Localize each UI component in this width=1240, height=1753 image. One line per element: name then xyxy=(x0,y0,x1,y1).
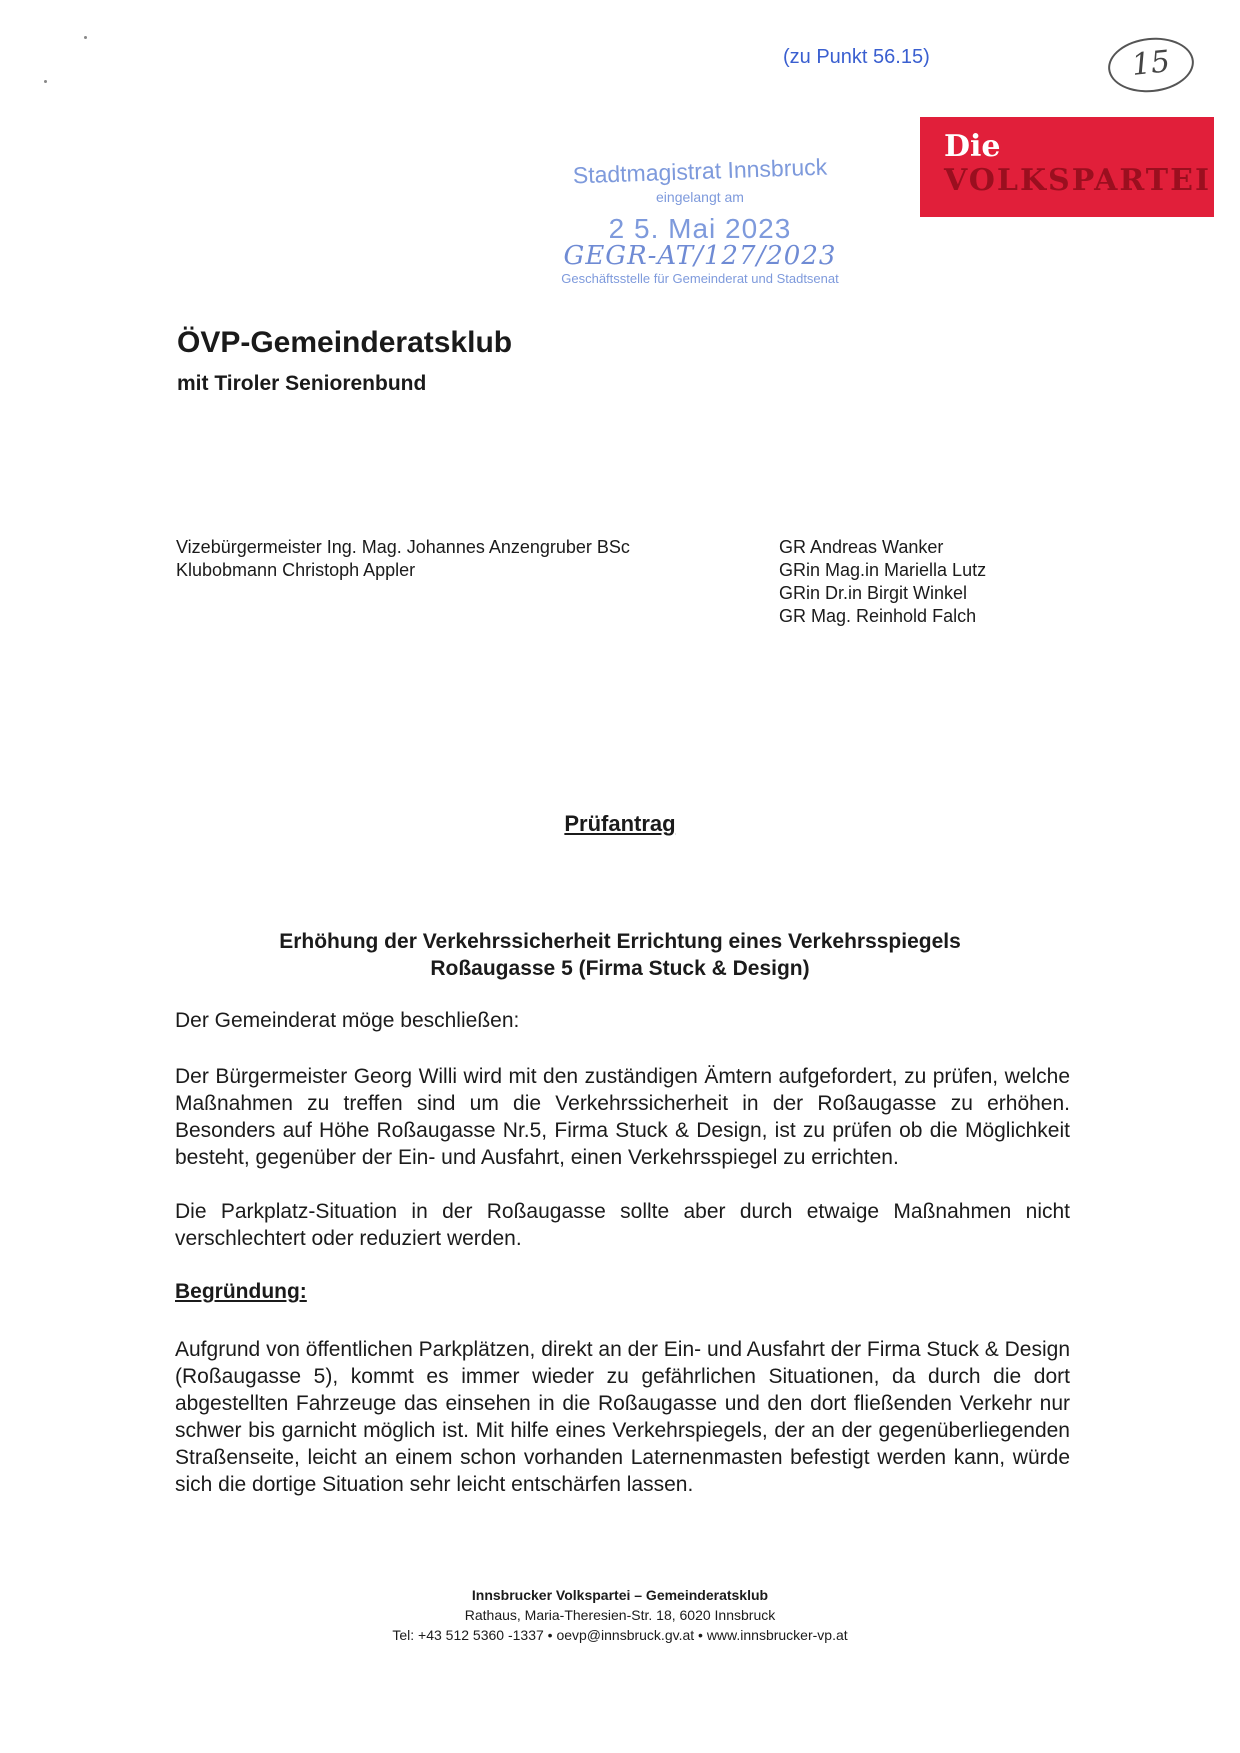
logo-line-2: VOLKSPARTEI xyxy=(944,163,1211,198)
receipt-stamp xyxy=(540,153,860,286)
stamp-reference: GEGR-AT/127/2023 xyxy=(563,241,837,271)
justification-heading: Begründung: xyxy=(175,1280,307,1303)
footer-address: Rathaus, Maria-Theresien-Str. 18, 6020 Innsbruck xyxy=(464,1607,776,1623)
signer: GR Andreas Wanker xyxy=(779,537,944,557)
stamp-date: 2 5. Mai 2023 xyxy=(608,213,792,244)
stamp-authority: Stadtmagistrat Innsbruck xyxy=(572,153,828,189)
logo-line-1: Die xyxy=(944,129,1001,164)
subject-line-2: Roßaugasse 5 (Firma Stuck & Design) xyxy=(430,957,810,980)
party-logo xyxy=(920,117,1214,217)
page-footer xyxy=(0,1585,1240,1645)
signer: GRin Mag.in Mariella Lutz xyxy=(779,560,987,580)
club-subtitle: mit Tiroler Seniorenbund xyxy=(177,372,427,395)
club-title: ÖVP-Gemeinderatsklub xyxy=(177,326,513,359)
motion-paragraph-1: Der Bürgermeister Georg Willi wird mit den zuständigen Ämtern aufgefordert, zu prüfen, welche Maßnahmen zu treffen sind um die Verkehrssicherheit in der Roßaugasse zu erhöhen. Besonders auf Höhe Roßaugasse Nr.5, Firma Stuck & Design, ist zu prüfen ob die Möglichkeit besteht, gegenüber der Ein- und Ausfahrt, einen Verkehrsspiegel zu errichten. xyxy=(175,1065,1070,1169)
agenda-reference: (zu Punkt 56.15) xyxy=(783,46,930,68)
signer: Klubobmann Christoph Appler xyxy=(176,560,416,580)
handwritten-page-number: 15 xyxy=(1105,34,1196,97)
footer-contact: Tel: +43 512 5360 -1337 • oevp@innsbruck.gv.at • www.innsbrucker-vp.at xyxy=(392,1627,848,1643)
stamp-office: Geschäftsstelle für Gemeinderat und Stadtsenat xyxy=(561,271,839,286)
signers-right xyxy=(779,536,986,628)
scan-speck xyxy=(84,36,87,39)
subject-line-1: Erhöhung der Verkehrssicherheit Errichtung eines Verkehrsspiegels xyxy=(279,930,961,953)
scan-speck xyxy=(44,80,47,83)
motion-paragraph-2: Die Parkplatz-Situation in der Roßaugasse sollte aber durch etwaige Maßnahmen nicht verschlechtert oder reduziert werden. xyxy=(175,1200,1070,1250)
justification-paragraph: Aufgrund von öffentlichen Parkplätzen, direkt an der Ein- und Ausfahrt der Firma Stuck & Design (Roßaugasse 5), kommt es immer wieder zu gefährlichen Situationen, da durch die dort abgestellten Fahrzeuge das einsehen in die Roßaugasse und den dort fließenden Verkehr nur schwer bis garnicht möglich ist. Mit hilfe eines Verkehrspiegels, der an der gegenüberliegenden Straßenseite, leicht an einem schon vorhanden Laternenmasten befestigt werden kann, würde sich die dortige Situation sehr leicht entschärfen lassen. xyxy=(175,1338,1070,1496)
signer: GRin Dr.in Birgit Winkel xyxy=(779,583,968,603)
document-type-heading: Prüfantrag xyxy=(564,811,676,836)
signer: Vizebürgermeister Ing. Mag. Johannes Anzengruber BSc xyxy=(176,537,630,557)
signers-left xyxy=(176,536,630,582)
stamp-received-label: eingelangt am xyxy=(656,189,744,205)
footer-org: Innsbrucker Volkspartei – Gemeinderatsklub xyxy=(471,1587,769,1603)
subject-heading xyxy=(0,928,1240,982)
resolution-intro: Der Gemeinderat möge beschließen: xyxy=(175,1009,520,1032)
signer: GR Mag. Reinhold Falch xyxy=(779,606,977,626)
